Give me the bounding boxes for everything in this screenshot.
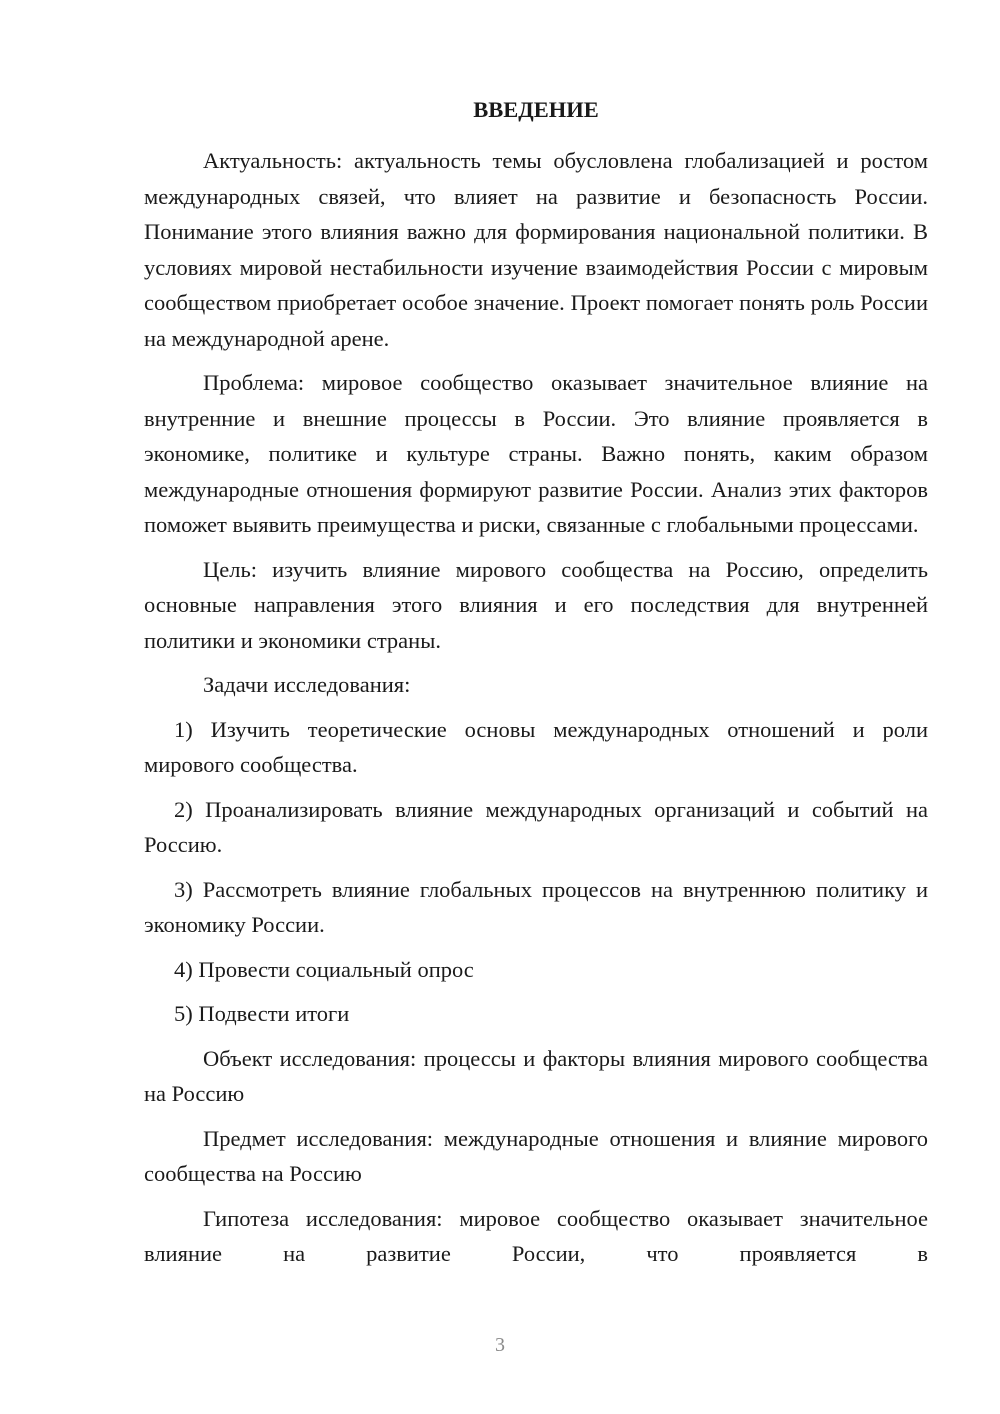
task-item-4: 4) Провести социальный опрос <box>174 956 474 982</box>
paragraph-hypothesis: Гипотеза исследования: мировое сообщество оказывает значительное влияние на развитие России, что проявляется в <box>144 1205 928 1266</box>
section-title: ВВЕДЕНИЕ <box>473 97 599 122</box>
task-item-3: 3) Рассмотреть влияние глобальных процессов на внутреннюю политику и экономику России. <box>144 876 928 937</box>
task-item-1: 1) Изучить теоретические основы международных отношений и роли мирового сообщества. <box>144 716 928 777</box>
task-item-2: 2) Проанализировать влияние международных организаций и событий на Россию. <box>144 796 928 857</box>
paragraph-problem: Проблема: мировое сообщество оказывает значительное влияние на внутренние и внешние процессы в России. Это влияние проявляется в экономике, политике и культуре страны. Важно понять, каким образом международные отношения формируют развитие России. Анализ этих факторов поможет выявить преимущества и риски, связанные с глобальными процессами. <box>144 370 928 537</box>
page-number: 3 <box>495 1334 505 1356</box>
paragraph-subject: Предмет исследования: международные отношения и влияние мирового сообщества на Россию <box>144 1125 928 1186</box>
paragraph-goal: Цель: изучить влияние мирового сообщества на Россию, определить основные направления этого влияния и его последствия для внутренней политики и экономики страны. <box>144 556 928 653</box>
paragraph-relevance: Актуальность: актуальность темы обусловлена глобализацией и ростом международных связей, что влияет на развитие и безопасность России. Понимание этого влияния важно для формирования национальной политики. В условиях мировой нестабильности изучение взаимодействия России с мировым сообществом приобретает особое значение. Проект помогает понять роль России на международной арене. <box>144 148 928 351</box>
paragraph-object: Объект исследования: процессы и факторы влияния мирового сообщества на Россию <box>144 1045 928 1106</box>
task-item-5: 5) Подвести итоги <box>174 1001 350 1026</box>
paragraph-tasks-heading: Задачи исследования: <box>203 672 411 697</box>
document-page <box>144 92 928 1281</box>
